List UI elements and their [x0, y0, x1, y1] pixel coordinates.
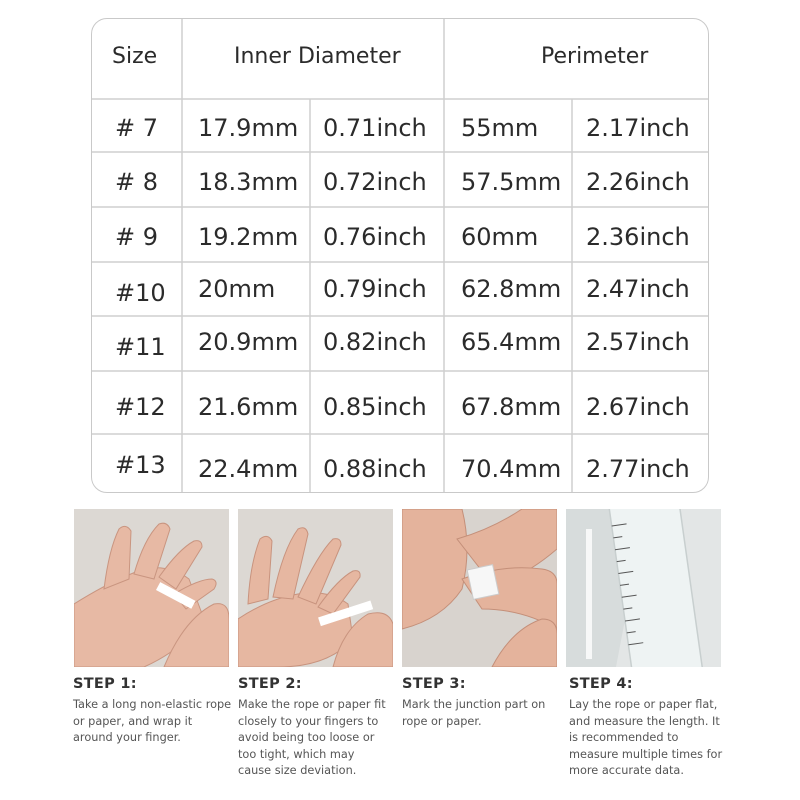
step-3-title: STEP 3:: [402, 676, 466, 692]
step-4-photo: [566, 509, 721, 667]
perimeter-mm-cell: 70.4mm: [461, 455, 562, 483]
table-grid: [92, 19, 709, 493]
perimeter-mm-cell: 57.5mm: [461, 168, 562, 196]
diameter-mm-cell: 19.2mm: [198, 223, 299, 251]
header-inner-diameter: Inner Diameter: [234, 44, 401, 69]
diameter-inch-cell: 0.82inch: [323, 328, 427, 356]
diameter-mm-cell: 20mm: [198, 275, 276, 303]
diameter-mm-cell: 18.3mm: [198, 168, 299, 196]
size-cell: # 8: [115, 168, 159, 196]
diameter-inch-cell: 0.85inch: [323, 393, 427, 421]
perimeter-inch-cell: 2.67inch: [586, 393, 690, 421]
step-4-title: STEP 4:: [569, 676, 633, 692]
step-2-photo: [238, 509, 393, 667]
size-cell: #12: [115, 393, 166, 421]
step-4-text: Lay the rope or paper flat, and measure the length. It is recommended to measure multiple times for more accurate data.: [569, 698, 723, 777]
header-size: Size: [112, 44, 158, 69]
perimeter-inch-cell: 2.26inch: [586, 168, 690, 196]
step-1-photo: [74, 509, 229, 667]
size-cell: #10: [115, 279, 166, 307]
step-3-text: Mark the junction part on rope or paper.: [402, 698, 546, 728]
perimeter-mm-cell: 55mm: [461, 114, 539, 142]
diameter-inch-cell: 0.88inch: [323, 455, 427, 483]
perimeter-inch-cell: 2.77inch: [586, 455, 690, 483]
perimeter-inch-cell: 2.36inch: [586, 223, 690, 251]
perimeter-mm-cell: 60mm: [461, 223, 539, 251]
diameter-mm-cell: 20.9mm: [198, 328, 299, 356]
size-cell: #11: [115, 333, 166, 361]
size-table: [91, 18, 709, 493]
perimeter-inch-cell: 2.17inch: [586, 114, 690, 142]
step-3-photo: [402, 509, 557, 667]
size-cell: # 9: [115, 223, 159, 251]
diameter-inch-cell: 0.76inch: [323, 223, 427, 251]
diameter-mm-cell: 21.6mm: [198, 393, 299, 421]
diameter-inch-cell: 0.71inch: [323, 114, 427, 142]
step-2-title: STEP 2:: [238, 676, 302, 692]
perimeter-inch-cell: 2.47inch: [586, 275, 690, 303]
step-1-title: STEP 1:: [73, 676, 137, 692]
perimeter-mm-cell: 65.4mm: [461, 328, 562, 356]
perimeter-mm-cell: 67.8mm: [461, 393, 562, 421]
perimeter-inch-cell: 2.57inch: [586, 328, 690, 356]
diameter-mm-cell: 22.4mm: [198, 455, 299, 483]
diameter-mm-cell: 17.9mm: [198, 114, 299, 142]
size-cell: #13: [115, 451, 166, 479]
perimeter-mm-cell: 62.8mm: [461, 275, 562, 303]
size-cell: # 7: [115, 114, 159, 142]
diameter-inch-cell: 0.72inch: [323, 168, 427, 196]
step-2-text: Make the rope or paper fit closely to your fingers to avoid being too loose or too tight, which may cause size deviation.: [238, 698, 386, 777]
header-perimeter: Perimeter: [541, 44, 649, 69]
step-1-text: Take a long non-elastic rope or paper, and wrap it around your finger.: [73, 698, 232, 744]
diameter-inch-cell: 0.79inch: [323, 275, 427, 303]
